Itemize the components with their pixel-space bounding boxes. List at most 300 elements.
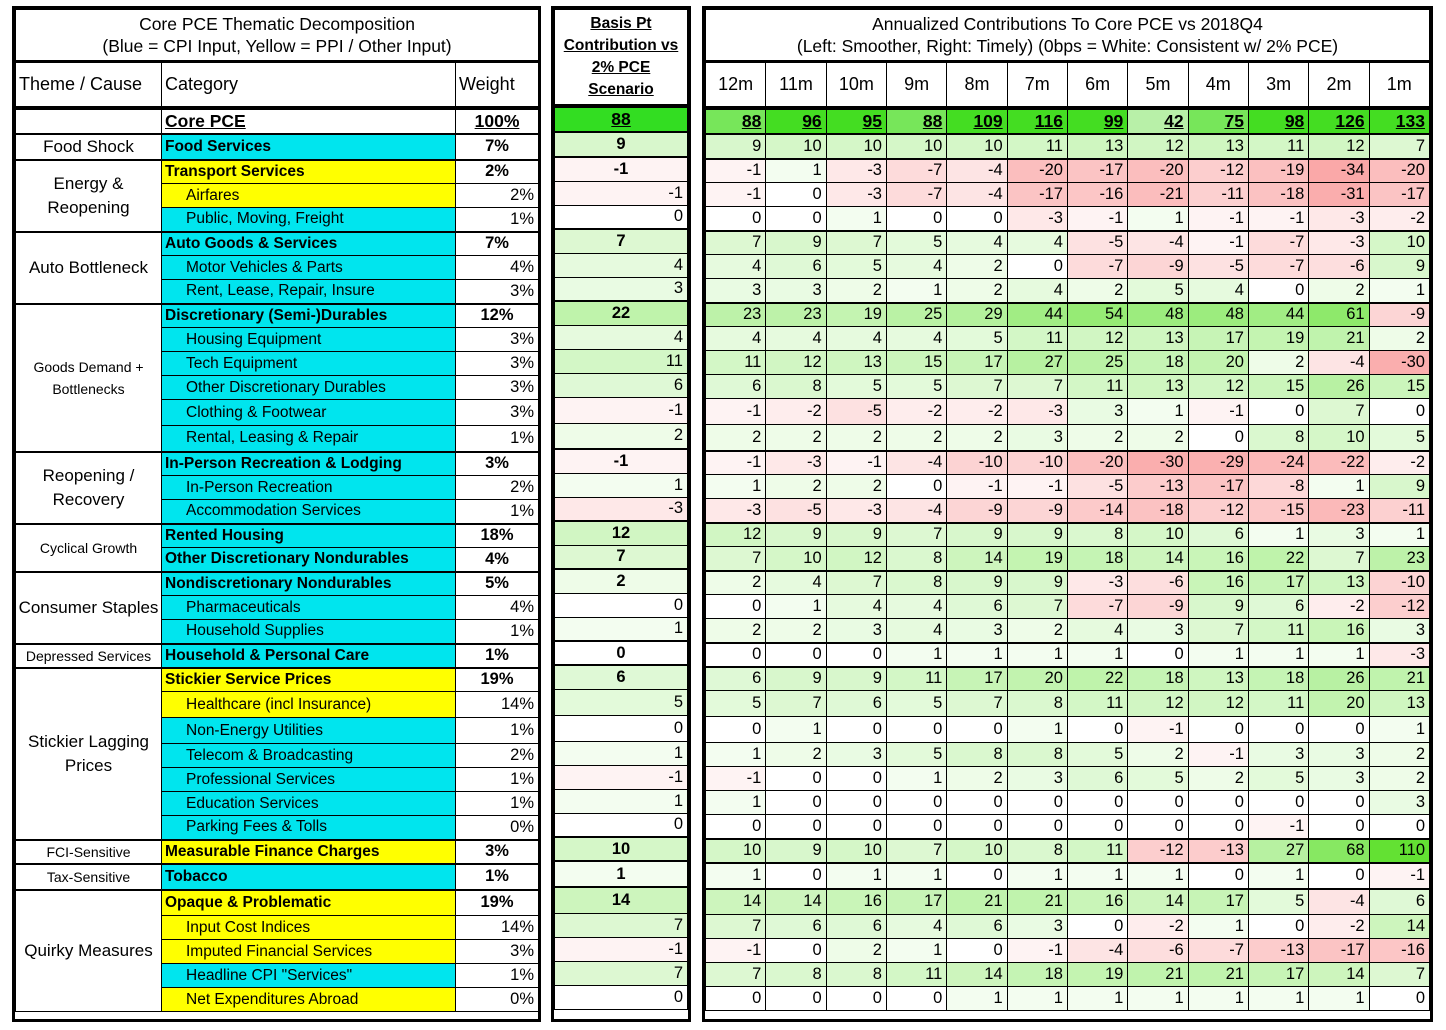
period-value: 3 <box>947 619 1007 643</box>
period-value: -17 <box>1007 183 1067 207</box>
period-value: 1 <box>1007 717 1067 743</box>
period-value: 9 <box>826 667 886 691</box>
period-value: -7 <box>1248 255 1308 279</box>
category-label: Food Services <box>162 134 456 160</box>
category-label: Education Services <box>162 792 456 816</box>
period-value: 10 <box>1128 523 1188 547</box>
category-label: Tech Equipment <box>162 352 456 376</box>
contribution-value: 7 <box>555 229 688 253</box>
period-value: -1 <box>1128 717 1188 743</box>
period-value: 4 <box>886 915 946 939</box>
period-value: 0 <box>1309 815 1369 839</box>
period-value: 1 <box>1188 643 1248 667</box>
period-value: -13 <box>1248 939 1308 963</box>
period-value: -3 <box>826 499 886 523</box>
period-value: 14 <box>947 547 1007 571</box>
category-label: Rent, Lease, Repair, Insure <box>162 280 456 304</box>
weight-value: 14% <box>456 692 539 718</box>
category-label: Airfares <box>162 184 456 208</box>
period-value: 2 <box>886 425 946 451</box>
theme-label: Depressed Services <box>16 644 162 668</box>
period-value: 0 <box>1188 815 1248 839</box>
period-value: 3 <box>1369 791 1429 815</box>
contribution-value: 0 <box>555 205 688 229</box>
period-value: 10 <box>826 839 886 863</box>
period-value: 2 <box>1309 279 1369 303</box>
weight-value: 14% <box>456 916 539 940</box>
period-value: 0 <box>766 939 826 963</box>
period-value: 8 <box>886 571 946 595</box>
period-value: -4 <box>1128 231 1188 255</box>
period-value: 4 <box>1007 231 1067 255</box>
period-value: 0 <box>766 207 826 231</box>
period-value: -6 <box>1309 255 1369 279</box>
weight-value: 1% <box>456 426 539 452</box>
period-value: -3 <box>826 183 886 207</box>
period-value: 9 <box>1369 475 1429 499</box>
period-value: 4 <box>706 327 766 351</box>
period-value: -12 <box>1188 159 1248 183</box>
period-value: 1 <box>766 595 826 619</box>
period-value: -20 <box>1128 159 1188 183</box>
period-value: 0 <box>1128 791 1188 815</box>
period-value: -7 <box>1067 595 1127 619</box>
contribution-value: 7 <box>555 961 688 985</box>
period-value: 0 <box>886 987 946 1011</box>
category-label: Clothing & Footwear <box>162 400 456 426</box>
period-value: 9 <box>826 523 886 547</box>
period-value: 4 <box>826 327 886 351</box>
period-value: -17 <box>1369 183 1429 207</box>
weight-value: 1% <box>456 718 539 744</box>
period-value: -4 <box>947 159 1007 183</box>
period-value: 0 <box>1067 791 1127 815</box>
period-value: 0 <box>766 183 826 207</box>
period-value: -1 <box>1248 207 1308 231</box>
period-value: 21 <box>1128 963 1188 987</box>
category-label: Household Supplies <box>162 620 456 644</box>
period-value: 2 <box>947 425 1007 451</box>
period-value: 9 <box>947 571 1007 595</box>
category-label: Opaque & Problematic <box>162 890 456 916</box>
weight-value: 1% <box>456 964 539 988</box>
period-value: 44 <box>1007 303 1067 327</box>
period-value: 9 <box>766 231 826 255</box>
period-value: 10 <box>1309 425 1369 451</box>
period-value: 8 <box>826 963 886 987</box>
period-value: 5 <box>947 327 1007 351</box>
period-value: -12 <box>1128 839 1188 863</box>
period-header: 2m <box>1309 62 1369 108</box>
period-value: 10 <box>766 134 826 159</box>
period-value: -17 <box>1188 475 1248 499</box>
period-value: 4 <box>886 619 946 643</box>
period-value: 0 <box>826 987 886 1011</box>
period-value: 2 <box>1369 743 1429 767</box>
weight-value: 3% <box>456 840 539 864</box>
contribution-value: 7 <box>555 545 688 569</box>
period-value: 12 <box>1309 134 1369 159</box>
period-value: 14 <box>706 889 766 915</box>
period-value: -1 <box>706 451 766 475</box>
period-value: 4 <box>766 327 826 351</box>
period-value: 21 <box>1369 667 1429 691</box>
period-value: 2 <box>706 425 766 451</box>
period-value: 9 <box>1007 571 1067 595</box>
period-value: 12 <box>706 523 766 547</box>
theme-label: Auto Bottleneck <box>16 232 162 304</box>
period-value: 26 <box>1309 667 1369 691</box>
period-value: -24 <box>1248 451 1308 475</box>
period-value: -1 <box>1188 743 1248 767</box>
period-value: 1 <box>1309 475 1369 499</box>
period-value: -20 <box>1007 159 1067 183</box>
period-value: 1 <box>1128 987 1188 1011</box>
period-value: 0 <box>766 791 826 815</box>
weight-value: 1% <box>456 208 539 232</box>
period-value: -1 <box>706 767 766 791</box>
period-value: 2 <box>766 743 826 767</box>
contribution-value: 10 <box>555 837 688 861</box>
period-value: 6 <box>826 915 886 939</box>
period-value: 6 <box>766 915 826 939</box>
period-value: 5 <box>886 231 946 255</box>
period-value: -7 <box>1188 939 1248 963</box>
category-label: Professional Services <box>162 768 456 792</box>
category-label: Measurable Finance Charges <box>162 840 456 864</box>
period-value: 4 <box>1188 279 1248 303</box>
period-value: 6 <box>706 667 766 691</box>
weight-value: 3% <box>456 376 539 400</box>
period-value: 2 <box>1067 279 1127 303</box>
weight-value: 12% <box>456 304 539 328</box>
theme-label: Cyclical Growth <box>16 524 162 572</box>
period-value: 11 <box>1248 134 1308 159</box>
period-value: 0 <box>886 475 946 499</box>
period-value: 2 <box>826 475 886 499</box>
period-value: 2 <box>826 425 886 451</box>
period-value: 0 <box>1007 255 1067 279</box>
contribution-value: 14 <box>555 887 688 913</box>
period-value: 20 <box>1007 667 1067 691</box>
period-value: 2 <box>947 255 1007 279</box>
period-value: 48 <box>1188 303 1248 327</box>
period-value: 0 <box>1369 815 1429 839</box>
category-label: Transport Services <box>162 160 456 184</box>
contribution-value: -1 <box>555 937 688 961</box>
category-label: In-Person Recreation & Lodging <box>162 452 456 476</box>
period-value: 8 <box>1067 523 1127 547</box>
period-value: 4 <box>886 255 946 279</box>
weight-value: 4% <box>456 596 539 620</box>
table-row <box>16 160 539 184</box>
period-value: 4 <box>947 231 1007 255</box>
weight-value: 4% <box>456 256 539 280</box>
period-value: 0 <box>766 863 826 889</box>
weight-value: 19% <box>456 890 539 916</box>
contribution-value: 1 <box>555 861 688 887</box>
period-value: 5 <box>1248 767 1308 791</box>
period-value: 116 <box>1007 108 1067 134</box>
period-value: 0 <box>947 863 1007 889</box>
period-value: 13 <box>826 351 886 375</box>
period-value: -30 <box>1128 451 1188 475</box>
period-value: 8 <box>1007 839 1067 863</box>
period-value: 10 <box>1369 231 1429 255</box>
period-value: 12 <box>1128 691 1188 717</box>
period-value: 13 <box>1309 571 1369 595</box>
period-value: -4 <box>886 499 946 523</box>
period-value: 1 <box>886 279 946 303</box>
period-value: 0 <box>826 791 886 815</box>
period-value: -29 <box>1188 451 1248 475</box>
period-value: 4 <box>826 595 886 619</box>
period-value: 21 <box>1188 963 1248 987</box>
period-value: 11 <box>886 667 946 691</box>
contribution-value: 1 <box>555 789 688 813</box>
weight-value: 0% <box>456 816 539 840</box>
weight-value: 2% <box>456 476 539 500</box>
period-value: 3 <box>1309 767 1369 791</box>
period-value: 12 <box>766 351 826 375</box>
period-value: -19 <box>1248 159 1308 183</box>
period-value: 0 <box>1309 863 1369 889</box>
left-title-line2: (Blue = CPI Input, Yellow = PPI / Other Input) <box>102 36 452 56</box>
period-value: 0 <box>1007 815 1067 839</box>
period-value: 22 <box>1248 547 1308 571</box>
period-value: -1 <box>1188 399 1248 425</box>
period-value: 2 <box>1248 351 1308 375</box>
period-value: -1 <box>706 183 766 207</box>
period-value: -10 <box>947 451 1007 475</box>
period-header: 8m <box>947 62 1007 108</box>
period-value: 0 <box>1248 399 1308 425</box>
period-value: 3 <box>1067 399 1127 425</box>
period-value: 1 <box>1067 643 1127 667</box>
table-row <box>16 524 539 548</box>
period-value: 17 <box>1248 571 1308 595</box>
period-value: 27 <box>1248 839 1308 863</box>
period-value: 0 <box>706 987 766 1011</box>
period-value: -12 <box>1188 499 1248 523</box>
contribution-value: 6 <box>555 373 688 397</box>
period-value: -9 <box>947 499 1007 523</box>
period-value: 0 <box>886 207 946 231</box>
period-value: 1 <box>1369 717 1429 743</box>
period-value: 1 <box>1188 915 1248 939</box>
period-value: 7 <box>1007 595 1067 619</box>
period-value: -2 <box>1128 915 1188 939</box>
period-value: 1 <box>1248 987 1308 1011</box>
period-value: 16 <box>826 889 886 915</box>
period-value: 17 <box>886 889 946 915</box>
period-value: 0 <box>1369 987 1429 1011</box>
theme-label: Food Shock <box>16 134 162 160</box>
period-value: 10 <box>947 839 1007 863</box>
weight-value: 5% <box>456 572 539 596</box>
period-header: 7m <box>1007 62 1067 108</box>
period-value: 23 <box>1369 547 1429 571</box>
annualized-contributions-table <box>702 6 1433 1022</box>
period-value: 3 <box>1007 915 1067 939</box>
weight-value: 3% <box>456 940 539 964</box>
period-value: -6 <box>1128 571 1188 595</box>
category-label: Other Discretionary Nondurables <box>162 548 456 572</box>
category-label: Nondiscretionary Nondurables <box>162 572 456 596</box>
period-value: 9 <box>706 134 766 159</box>
weight-value: 4% <box>456 548 539 572</box>
period-value: 5 <box>886 743 946 767</box>
period-value: 16 <box>1067 889 1127 915</box>
period-value: 17 <box>947 351 1007 375</box>
period-value: 26 <box>1309 375 1369 399</box>
period-value: 11 <box>1067 691 1127 717</box>
period-value: -1 <box>1007 475 1067 499</box>
period-value: 0 <box>947 815 1007 839</box>
table-row <box>16 232 539 256</box>
period-value: 3 <box>1248 743 1308 767</box>
period-value: 1 <box>1248 863 1308 889</box>
table-row <box>16 864 539 890</box>
period-value: -1 <box>706 159 766 183</box>
period-value: 29 <box>947 303 1007 327</box>
period-value: 0 <box>826 767 886 791</box>
period-value: 0 <box>766 767 826 791</box>
period-value: 15 <box>1369 375 1429 399</box>
contribution-value: 11 <box>555 349 688 373</box>
period-value: 1 <box>766 717 826 743</box>
period-value: 126 <box>1309 108 1369 134</box>
weight-value: 3% <box>456 280 539 304</box>
period-value: -5 <box>1067 475 1127 499</box>
period-value: -3 <box>1007 207 1067 231</box>
period-value: 1 <box>1128 399 1188 425</box>
period-value: 1 <box>1128 207 1188 231</box>
period-value: 1 <box>1128 863 1188 889</box>
weight-value: 100% <box>456 108 539 134</box>
period-value: 1 <box>706 863 766 889</box>
period-value: 2 <box>1067 425 1127 451</box>
period-value: 6 <box>947 915 1007 939</box>
period-value: 1 <box>1067 863 1127 889</box>
period-value: 61 <box>1309 303 1369 327</box>
period-value: -8 <box>1248 475 1308 499</box>
table-row <box>16 644 539 668</box>
period-value: 6 <box>947 595 1007 619</box>
category-label: Rented Housing <box>162 524 456 548</box>
category-label: Pharmaceuticals <box>162 596 456 620</box>
period-value: -14 <box>1067 499 1127 523</box>
period-value: 0 <box>1128 643 1188 667</box>
contribution-value: 1 <box>555 473 688 497</box>
period-value: 10 <box>706 839 766 863</box>
period-value: 19 <box>1067 963 1127 987</box>
period-value: 20 <box>1188 351 1248 375</box>
period-value: 5 <box>826 255 886 279</box>
period-value: 1 <box>826 207 886 231</box>
period-value: 23 <box>766 303 826 327</box>
period-value: -1 <box>1369 863 1429 889</box>
period-value: -11 <box>1188 183 1248 207</box>
weight-value: 2% <box>456 184 539 208</box>
period-value: 17 <box>947 667 1007 691</box>
period-value: 1 <box>886 767 946 791</box>
period-value: 0 <box>947 717 1007 743</box>
period-value: -1 <box>1188 207 1248 231</box>
period-value: 13 <box>1188 667 1248 691</box>
period-value: 7 <box>947 691 1007 717</box>
period-value: 5 <box>1128 279 1188 303</box>
period-value: 109 <box>947 108 1007 134</box>
period-value: 1 <box>886 939 946 963</box>
contribution-column <box>551 6 691 1022</box>
period-value: -7 <box>1248 231 1308 255</box>
period-value: 17 <box>1248 963 1308 987</box>
period-value: 10 <box>947 134 1007 159</box>
period-value: 8 <box>1007 743 1067 767</box>
period-value: 9 <box>766 523 826 547</box>
period-value: 4 <box>706 255 766 279</box>
period-value: 0 <box>1369 399 1429 425</box>
period-value: -5 <box>826 399 886 425</box>
period-value: 7 <box>1309 547 1369 571</box>
period-value: 8 <box>1248 425 1308 451</box>
period-value: 1 <box>1067 987 1127 1011</box>
period-value: 21 <box>1309 327 1369 351</box>
period-value: 7 <box>826 231 886 255</box>
period-value: 19 <box>826 303 886 327</box>
period-value: -2 <box>886 399 946 425</box>
contribution-value: 3 <box>555 277 688 301</box>
period-value: -13 <box>1188 839 1248 863</box>
period-value: 10 <box>826 134 886 159</box>
contribution-header: Basis Pt Contribution vs 2% PCE Scenario <box>555 10 688 107</box>
period-value: 16 <box>1188 571 1248 595</box>
period-value: 7 <box>947 375 1007 399</box>
period-value: -1 <box>1188 231 1248 255</box>
period-value: -4 <box>886 451 946 475</box>
period-header: 4m <box>1188 62 1248 108</box>
right-title <box>706 10 1430 62</box>
period-value: 21 <box>947 889 1007 915</box>
category-label: Public, Moving, Freight <box>162 208 456 232</box>
table-row <box>16 108 539 134</box>
period-header: 3m <box>1248 62 1308 108</box>
table-row <box>16 572 539 596</box>
period-value: 7 <box>886 523 946 547</box>
period-value: 88 <box>886 108 946 134</box>
period-value: 18 <box>1067 547 1127 571</box>
period-value: 1 <box>1007 643 1067 667</box>
category-header: Category <box>162 62 456 108</box>
period-value: -1 <box>706 939 766 963</box>
period-value: 1 <box>1369 279 1429 303</box>
period-value: 68 <box>1309 839 1369 863</box>
period-value: 133 <box>1369 108 1429 134</box>
period-value: 7 <box>826 571 886 595</box>
period-value: 54 <box>1067 303 1127 327</box>
period-value: -11 <box>1369 499 1429 523</box>
period-value: 7 <box>1369 134 1429 159</box>
period-value: 12 <box>1067 327 1127 351</box>
weight-value: 1% <box>456 864 539 890</box>
period-value: 8 <box>766 375 826 399</box>
weight-header: Weight <box>456 62 539 108</box>
period-value: 0 <box>766 987 826 1011</box>
period-value: 3 <box>766 279 826 303</box>
period-value: -17 <box>1067 159 1127 183</box>
period-header: 9m <box>886 62 946 108</box>
